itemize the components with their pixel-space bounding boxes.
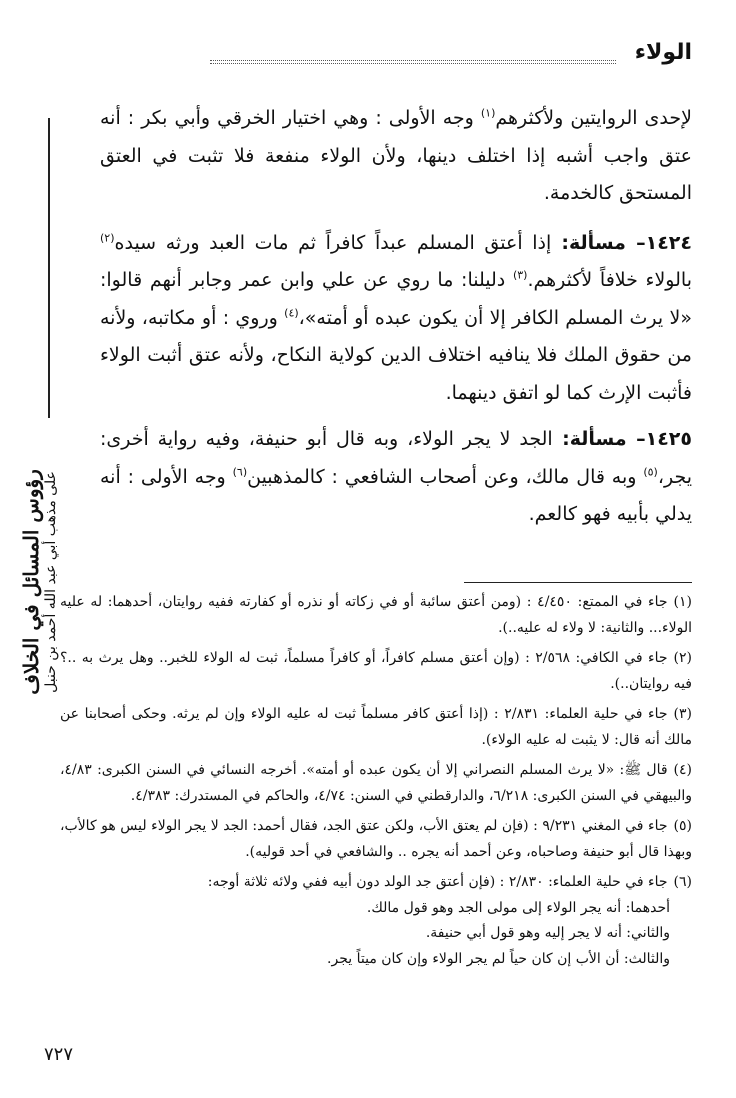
footnote-text: والثاني: أنه لا يجر إليه وهو قول أبي حنيفة.	[425, 925, 670, 941]
paragraph-text: إذا أعتق المسلم عبداً كافراً ثم مات العبد ورثه سيده	[114, 231, 552, 254]
footnote-text: جاء في الممتع: ٤/٤٥٠ : (ومن أعتق سائبة أو في زكاته أو نذره أو كفارته ففيه روايتان، أحدهما: له عليه الولاء... والثانية: لا ولاء له عليه..).	[60, 594, 692, 636]
page-number: ٧٢٧	[44, 1044, 74, 1065]
footnote-ref[interactable]: (٤)	[284, 306, 299, 320]
footnote-number: (١)	[673, 594, 692, 610]
footnote-text: أحدهما: أنه يجر الولاء إلى مولى الجد وهو قول مالك.	[366, 899, 670, 916]
header-rule	[210, 60, 616, 64]
footnote-ref[interactable]: (١)	[480, 106, 496, 120]
footnote-number: (٦)	[673, 874, 692, 890]
paragraph-text: وجه الأولى : أنه يدلي بأبيه فهو كالعم.	[100, 465, 692, 525]
footnote-text: جاء في الكافي: ٢/٥٦٨ : (وإن أعتق مسلم كافراً، أو كافراً مسلماً، ثبت له الولاء للخبر.. وهل يرث به ..؟ فيه روايتان..).	[60, 650, 692, 692]
paragraph-text: لإحدى الروايتين ولأكثرهم	[495, 107, 692, 129]
footnote-ref[interactable]: (٦)	[232, 465, 248, 479]
footnote-2	[60, 646, 692, 697]
footnote-3	[60, 702, 692, 753]
issue-keyword: مسألة:	[551, 231, 626, 254]
footnote-ref[interactable]: (٢)	[100, 231, 115, 245]
footnote-4	[60, 758, 692, 809]
paragraph-text: بالولاء خلافاً لأكثرهم.	[527, 269, 692, 291]
footnote-text: قال ﷺ: «لا يرث المسلم النصراني إلا أن يكون عبده أو أمته». أخرجه النسائي في السنن الكبرى: ٤/٨٣، والبيهقي في السنن الكبرى: ٦/٢١٨، والدارقطني في السنن: ٤/٧٤، والحاكم في المستدرك: ٤/٣٨٣.	[60, 762, 692, 804]
issue-keyword: مسألة:	[552, 428, 627, 450]
footnotes	[60, 590, 692, 977]
footnote-ref[interactable]: (٥)	[643, 465, 658, 479]
footnote-text: والثالث: أن الأب إن كان حياً لم يجر الولاء وإن كان ميتاً يجر.	[327, 950, 670, 967]
issue-1425	[100, 421, 692, 534]
footnote-number: (٥)	[673, 818, 692, 834]
page-title: الولاء	[634, 40, 692, 65]
footnote-ref[interactable]: (٣)	[512, 268, 528, 282]
footnote-5	[60, 814, 692, 865]
paragraph-text: وبه قال مالك، وعن أصحاب الشافعي : كالمذهبين	[247, 465, 644, 488]
footnote-number: (٣)	[673, 706, 692, 722]
footnote-number: (٢)	[673, 650, 692, 666]
issue-number: ١٤٢٤–	[625, 231, 692, 254]
footnote-number: (٤)	[673, 762, 692, 778]
issue-1424	[100, 225, 692, 413]
footnote-6	[60, 870, 692, 972]
paragraph-continuation	[100, 100, 692, 213]
main-text	[100, 100, 692, 543]
paragraph-text: دليلنا: ما روي عن علي وابن عمر وجابر أنهم قالوا: «لا يرث المسلم الكافر إلا أن يكون عبده أو أمته»،	[100, 269, 692, 329]
side-rule	[48, 118, 50, 418]
book-subtitle: على مذهب أبي عبد الله أحمد بن حنبل	[43, 471, 59, 693]
paragraph-text: وجه الأولى : وهي اختيار الخرقي وأبي بكر : أنه عتق واجب أشبه إذا اختلف دينها، ولأن الولاء منفعة فلا تثبت في العتق المستحق كالخدمة.	[100, 107, 692, 204]
book-title: رؤوس المسائل في الخلاف	[19, 469, 43, 695]
footnote-separator	[464, 582, 692, 583]
paragraph-text: الجد لا يجر الولاء، وبه قال أبو حنيفة، وفيه رواية أخرى: يجر،	[100, 428, 692, 488]
paragraph-text: وروي : أو مكاتبه، ولأنه من حقوق الملك فلا ينافيه اختلاف الدين كولاية النكاح، ولأنه عتق أثبت الولاء فأثبت الإرث كما لو اتفق دينهما.	[100, 306, 692, 404]
footnote-1	[60, 590, 692, 641]
footnote-text: جاء في حلية العلماء: ٢/٨٣١ : (إذا أعتق كافر مسلماً ثبت له عليه الولاء وإن لم يرثه. وحكى أصحابنا عن مالك أنه قال: لا يثبت له عليه الولاء).	[60, 706, 692, 748]
footnote-text: جاء في المغني ٩/٢٣١ : (فإن لم يعتق الأب، ولكن عتق الجد، فقال أحمد: الجد لا يجر الولاء ليس هو كالأب، وبهذا قال أبو حنيفة وصاحباه، وعن أحمد أنه يجره .. والشافعي في أحد قوليه).	[60, 818, 692, 860]
footnote-text: جاء في حلية العلماء: ٢/٨٣٠ : (فإن أعتق جد الولد دون أبيه ففي ولائه ثلاثة أوجه:	[207, 874, 668, 890]
issue-number: ١٤٢٥–	[626, 428, 692, 450]
